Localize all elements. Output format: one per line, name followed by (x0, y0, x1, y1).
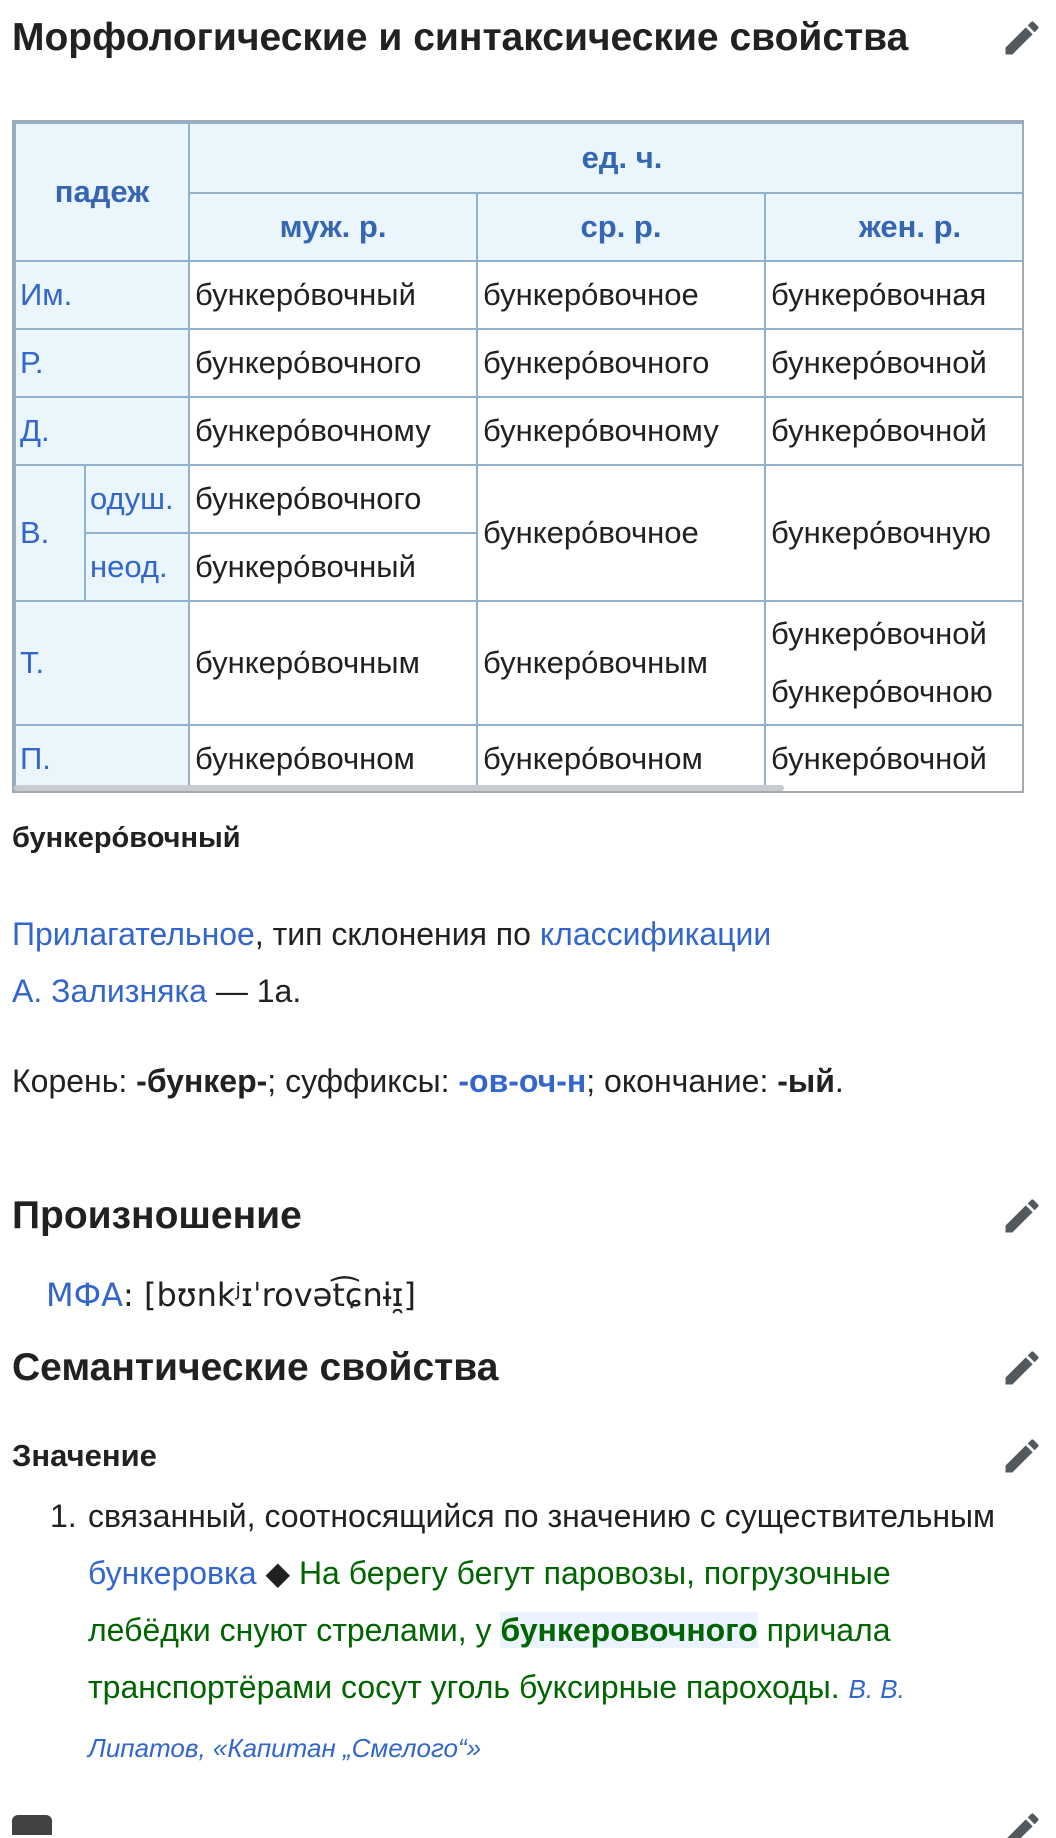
table-row (15, 397, 1024, 465)
cell-variant: бункеро́вочной (771, 616, 987, 651)
table-cell: бункеро́вочном (189, 725, 477, 793)
number-header: ед. ч. (189, 123, 1024, 193)
table-row (15, 329, 1024, 397)
table-cell: бункеро́вочного (189, 329, 477, 397)
table-cell: бункеро́вочном (477, 725, 765, 793)
case-header: падеж (15, 123, 189, 261)
suffix-link[interactable]: -ов-оч-н (458, 1063, 587, 1099)
table-cell: бункеро́вочному (477, 397, 765, 465)
table-cell: бункеро́вочного (477, 329, 765, 397)
table-cell: бункеро́вочному (189, 397, 477, 465)
semantic-section-title: Семантические свойства (12, 1346, 499, 1389)
table-cell: бункеро́вочная (765, 261, 1024, 329)
pencil-icon[interactable] (1000, 1434, 1044, 1478)
ipa-line (46, 1272, 416, 1318)
next-heading-fragment (12, 1815, 52, 1835)
cell-variant: бункеро́вочною (771, 674, 993, 709)
root-label: Корень: (12, 1063, 137, 1099)
meaning-section-heading (12, 1428, 1044, 1484)
meaning-body (88, 1488, 1008, 1777)
suffix-label: ; суффиксы: (267, 1063, 459, 1099)
table-cell: бункеро́вочным (189, 601, 477, 725)
ending-morpheme: -ый (777, 1063, 835, 1099)
pencil-icon[interactable] (1000, 16, 1044, 60)
pencil-icon[interactable] (1000, 1808, 1044, 1838)
morph-section-title: Морфологические и синтаксические свойства (12, 16, 909, 59)
definition-text: связанный, соотносящийся по значению с существительным (88, 1498, 996, 1534)
table-cell: бункеро́вочную (765, 465, 1024, 601)
pronunciation-section-heading (12, 1186, 1044, 1246)
table-row (15, 261, 1024, 329)
declension-type: — 1a. (206, 973, 302, 1009)
pencil-icon[interactable] (1000, 1346, 1044, 1390)
quote-text: причала транспортёрами сосут уголь буксирные пароходы. (88, 1612, 891, 1705)
quote-text: На берегу бегут паровозы, погрузочные лебёдки снуют стрелами, у (88, 1555, 891, 1648)
period: . (834, 1063, 844, 1099)
table-cell (765, 601, 1024, 725)
pronunciation-section-title: Произношение (12, 1194, 302, 1237)
gender-header-n: ср. р. (477, 193, 765, 261)
quote-highlight: бункеровочного (500, 1612, 758, 1648)
case-label[interactable]: Р. (15, 329, 189, 397)
ipa-transcription: : [bʊnkʲɪˈrovət͡ɕnɨɪ̯] (123, 1276, 416, 1314)
pos-link[interactable]: Прилагательное (12, 916, 255, 952)
zaliznyak-link[interactable]: А. Зализняка (12, 973, 207, 1009)
quote-author-link[interactable]: В. В. Липатов, «Капитан „Смелого“» (88, 1674, 905, 1763)
meaning-number: 1. (50, 1498, 77, 1534)
table-row (15, 465, 1024, 533)
case-label[interactable]: В. (15, 465, 85, 601)
table-cell: бункеро́вочное (477, 261, 765, 329)
table-cell: бункеро́вочной (765, 329, 1024, 397)
declension-table[interactable] (12, 120, 1024, 793)
gender-header-m: муж. р. (189, 193, 477, 261)
case-label[interactable]: Им. (15, 261, 189, 329)
diamond-icon: ◆ (256, 1555, 299, 1591)
semantic-section-heading (12, 1338, 1044, 1398)
pencil-icon[interactable] (1000, 1194, 1044, 1238)
table-cell: бункеро́вочным (477, 601, 765, 725)
gender-header-f: жен. р. (765, 193, 1024, 261)
morph-section-heading (12, 8, 1044, 68)
table-cell: бункеро́вочной (765, 725, 1024, 793)
case-label[interactable]: Т. (15, 601, 189, 725)
table-cell: бункеро́вочной (765, 397, 1024, 465)
lemma: бункеро́вочный (12, 822, 241, 854)
pos-text: , тип склонения по (254, 916, 540, 952)
morphemes-line (12, 1053, 844, 1110)
table-scrollbar[interactable] (14, 785, 784, 791)
table-cell: бункеро́вочный (189, 261, 477, 329)
table-row (15, 601, 1024, 725)
meaning-section-title: Значение (12, 1438, 157, 1473)
root-morpheme: -бункер- (136, 1063, 268, 1099)
table-cell: бункеро́вочного (189, 465, 477, 533)
animacy-label[interactable]: неод. (85, 533, 189, 601)
table-cell: бункеро́вочное (477, 465, 765, 601)
pos-line (12, 906, 1012, 1020)
case-label[interactable]: Д. (15, 397, 189, 465)
meaning-list-item (50, 1488, 1020, 1777)
classification-link[interactable]: классификации (539, 916, 772, 952)
bunkerovka-link[interactable]: бункеровка (88, 1555, 257, 1591)
animacy-label[interactable]: одуш. (85, 465, 189, 533)
table-cell: бункеро́вочный (189, 533, 477, 601)
ending-label: ; окончание: (586, 1063, 778, 1099)
case-label[interactable]: П. (15, 725, 189, 793)
table-row (15, 725, 1024, 793)
ipa-link[interactable]: МФА (46, 1276, 124, 1314)
